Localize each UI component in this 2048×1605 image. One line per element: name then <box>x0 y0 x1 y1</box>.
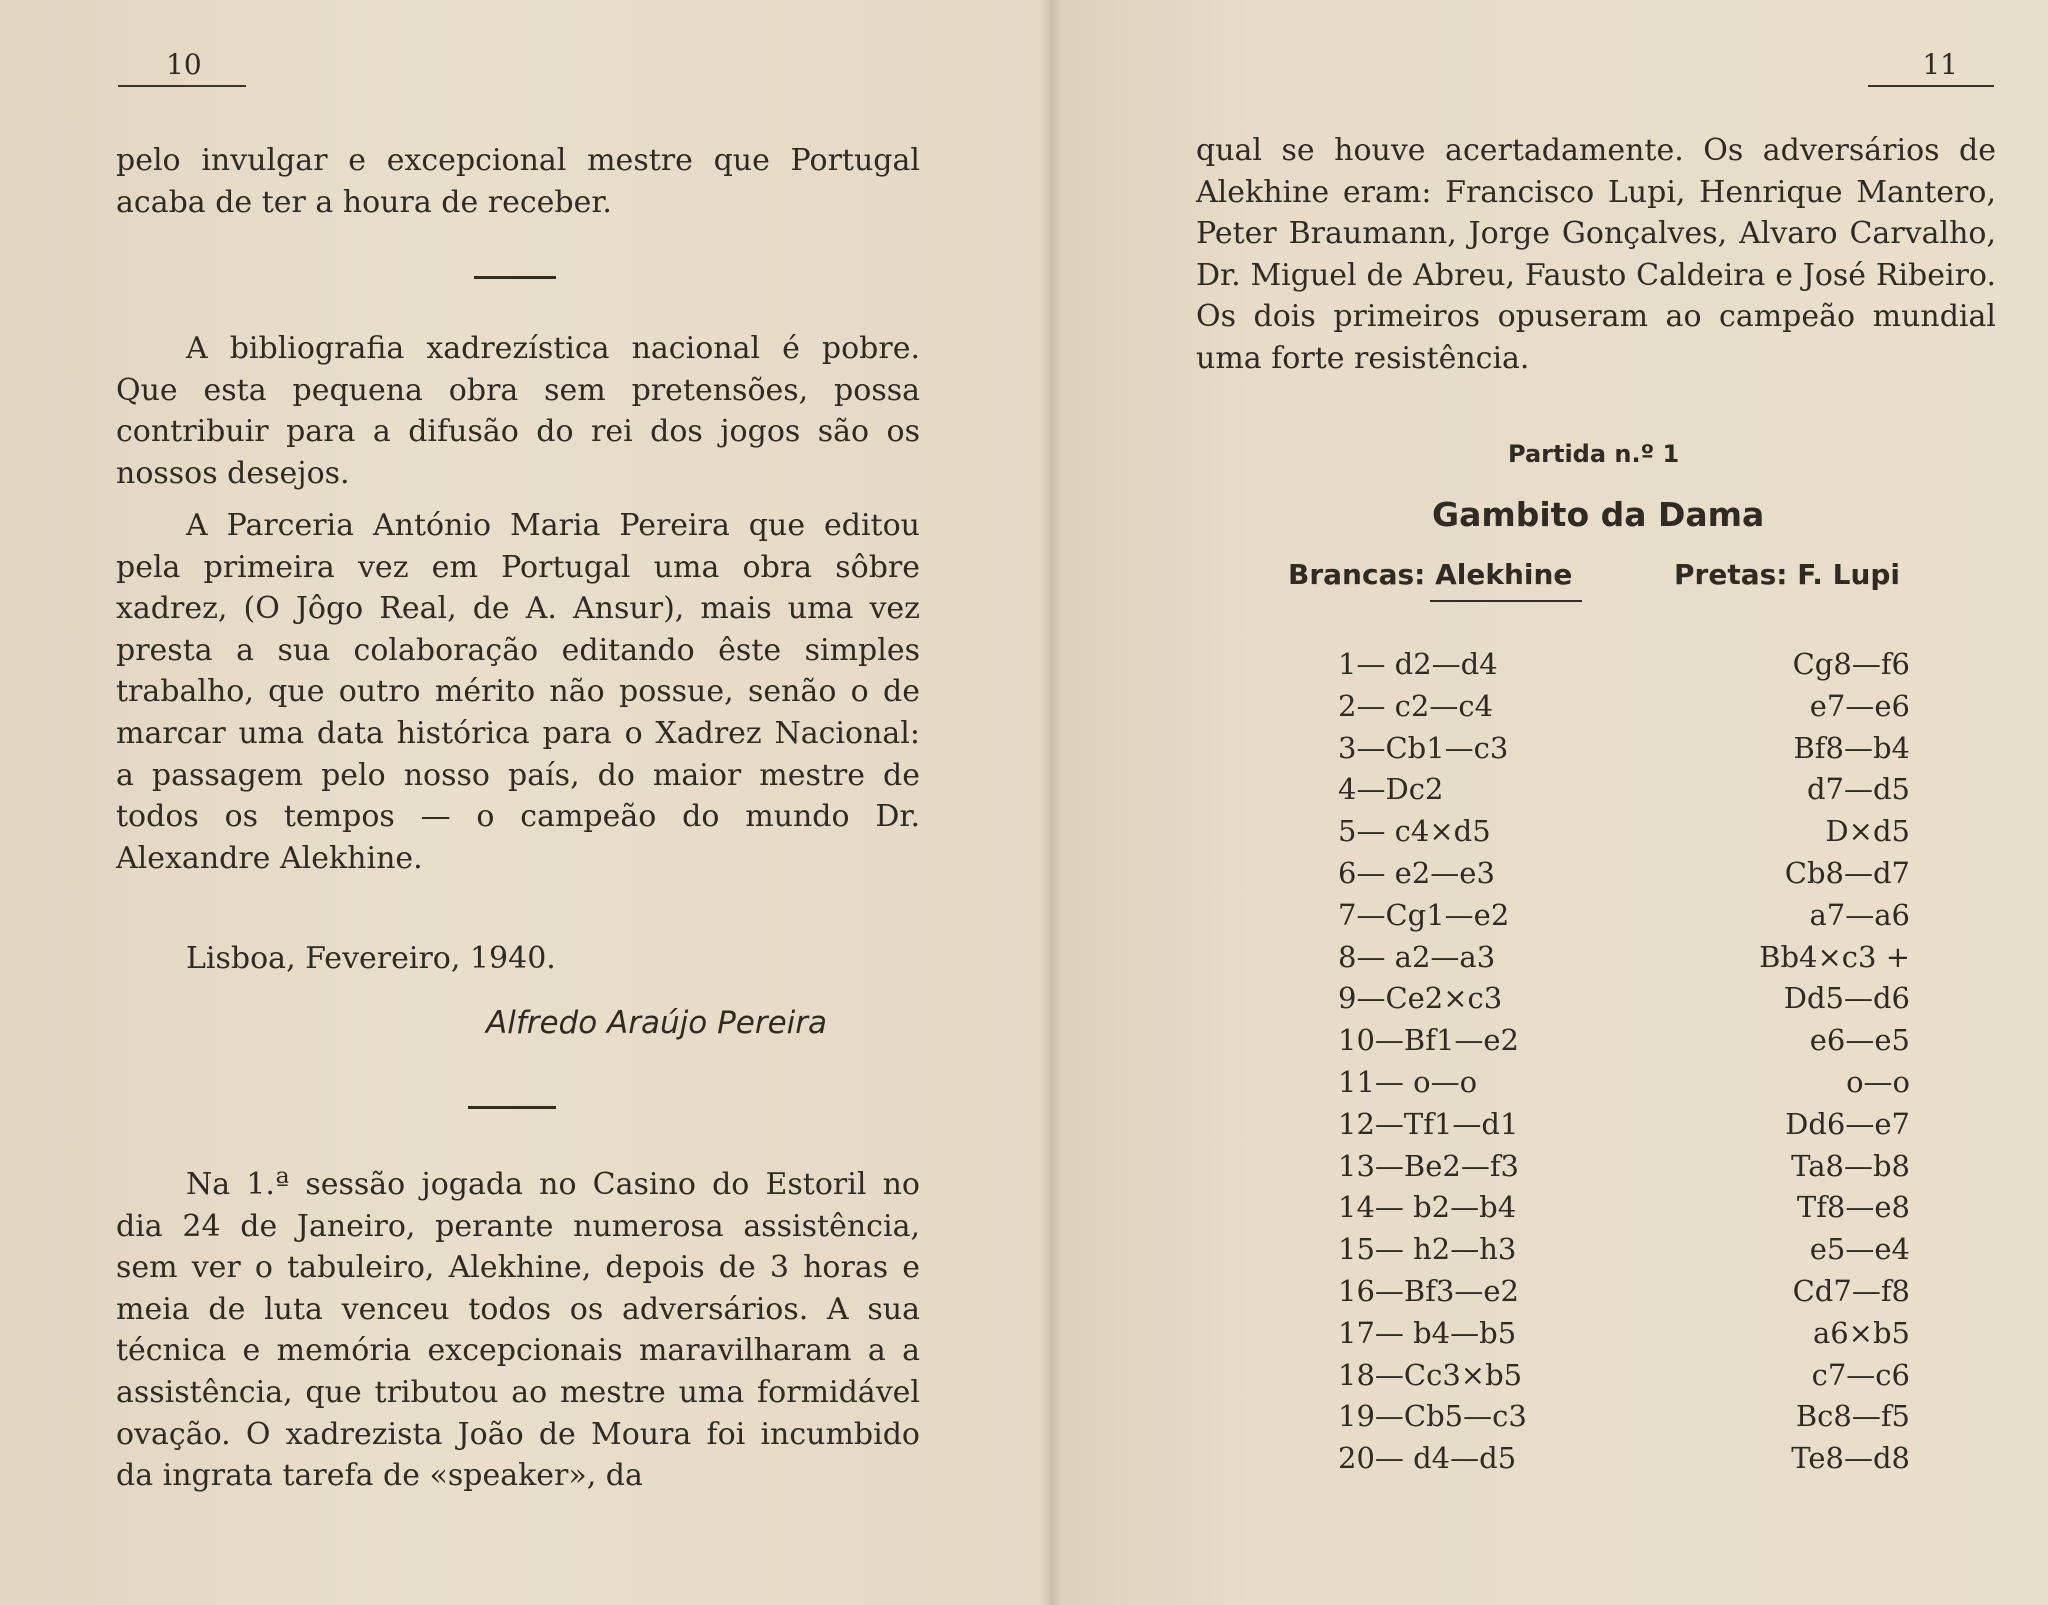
section-divider-1 <box>474 276 556 279</box>
opening-name: Gambito da Dama <box>1432 495 1765 534</box>
white-move: 11— o—o <box>1338 1064 1478 1099</box>
white-player-underline <box>1430 600 1582 602</box>
white-move: 14— b2—b4 <box>1338 1190 1517 1225</box>
white-move: 18—Cc3×b5 <box>1338 1357 1523 1392</box>
white-move: 5— c4×d5 <box>1338 814 1491 849</box>
black-player-label: Pretas: F. Lupi <box>1674 558 1901 591</box>
paragraph-parceria: A Parceria António Maria Pereira que editou pela primeira vez em Portugal uma obra sôbre xadrez, (O Jôgo Real, de A. Ansur), mais uma vez presta a sua colaboração editando êste simples trabalho, que outro mérito não possue, senão o de marcar uma data histórica para o Xadrez Nacional: a passagem pelo nosso país, do maior mestre de todos os tempos — o campeão do mundo Dr. Alexandre Alekhine. <box>116 508 920 876</box>
book-gutter <box>1040 0 1062 1605</box>
page-number-left: 10 <box>118 48 246 87</box>
white-move: 2— c2—c4 <box>1338 688 1494 723</box>
white-move: 20— d4—d5 <box>1338 1441 1517 1476</box>
white-move: 16—Bf3—e2 <box>1338 1273 1520 1308</box>
black-moves-column <box>1700 644 1910 1480</box>
white-move: 6— e2—e3 <box>1338 855 1495 890</box>
white-moves-column <box>1338 644 1578 1480</box>
black-move: Bb4×c3 + <box>1759 939 1910 974</box>
paragraph-intro-end: pelo invulgar e excepcional mestre que Portugal acaba de ter a houra de receber. <box>116 143 920 220</box>
black-move: e6—e5 <box>1809 1023 1910 1058</box>
black-move: Dd5—d6 <box>1783 981 1910 1016</box>
white-move: 19—Cb5—c3 <box>1338 1399 1527 1434</box>
black-move: a6×b5 <box>1812 1315 1910 1350</box>
black-move: Cg8—f6 <box>1792 647 1910 681</box>
black-move: d7—d5 <box>1806 772 1910 807</box>
game-title: Partida n.º 1 <box>1508 440 1680 468</box>
black-move: Ta8—b8 <box>1791 1148 1910 1183</box>
white-move: 12—Tf1—d1 <box>1338 1106 1519 1141</box>
paragraph-bibliography: A bibliografia xadrezística nacional é pobre. Que esta pequena obra sem pretensões, possa contribuir para a difusão do rei dos jogos são os nossos desejos. <box>116 331 920 491</box>
page-number-right: 11 <box>1868 48 1994 87</box>
black-move: Dd6—e7 <box>1785 1106 1910 1141</box>
black-move: e5—e4 <box>1809 1232 1910 1267</box>
black-move: Bf8—b4 <box>1793 730 1910 765</box>
paragraph-session: Na 1.ª sessão jogada no Casino do Estoril no dia 24 de Janeiro, perante numerosa assistência, sem ver o tabuleiro, Alekhine, depois de 3 horas e meia de luta venceu todos os adversários. A sua técnica e memória excepcionais maravilharam a a assistência, que tributou ao mestre uma formidável ovação. O xadrezista João de Moura foi incumbido da ingrata tarefa de «speaker», da <box>116 1167 920 1494</box>
white-move: 3—Cb1—c3 <box>1338 730 1509 765</box>
paragraph-opponents: qual se houve acertadamente. Os adversários de Alekhine eram: Francisco Lupi, Henrique Mantero, Peter Braumann, Jorge Gonçalves, Alvaro Carvalho, Dr. Miguel de Abreu, Fausto Caldeira e José Ribeiro. Os dois primeiros opuseram ao campeão mundial uma forte resistência. <box>1196 133 1996 376</box>
white-move: 17— b4—b5 <box>1338 1315 1517 1350</box>
white-player-label: Brancas: Alekhine <box>1288 558 1573 591</box>
white-move: 10—Bf1—e2 <box>1338 1023 1520 1058</box>
white-move: 13—Be2—f3 <box>1338 1148 1520 1183</box>
white-move: 1— d2—d4 <box>1338 647 1498 681</box>
white-move: 4—Dc2 <box>1338 772 1444 807</box>
white-move: 7—Cg1—e2 <box>1338 897 1510 932</box>
black-move: Bc8—f5 <box>1795 1399 1910 1434</box>
black-move: D×d5 <box>1825 814 1910 849</box>
black-move: Te8—d8 <box>1791 1441 1910 1476</box>
white-move: 15— h2—h3 <box>1338 1232 1517 1267</box>
author-signature: Alfredo Araújo Pereira <box>486 1005 828 1041</box>
black-move: Tf8—e8 <box>1796 1190 1910 1225</box>
white-move: 9—Ce2×c3 <box>1338 981 1503 1016</box>
black-move: o—o <box>1846 1064 1910 1099</box>
black-move: Cb8—d7 <box>1784 855 1910 890</box>
black-move: Cd7—f8 <box>1792 1273 1910 1308</box>
black-move: a7—a6 <box>1809 897 1910 932</box>
white-move: 8— a2—a3 <box>1338 939 1496 974</box>
dateline: Lisboa, Fevereiro, 1940. <box>186 941 556 976</box>
black-move: e7—e6 <box>1809 688 1910 723</box>
section-divider-2 <box>468 1106 556 1109</box>
black-move: c7—c6 <box>1811 1357 1910 1392</box>
